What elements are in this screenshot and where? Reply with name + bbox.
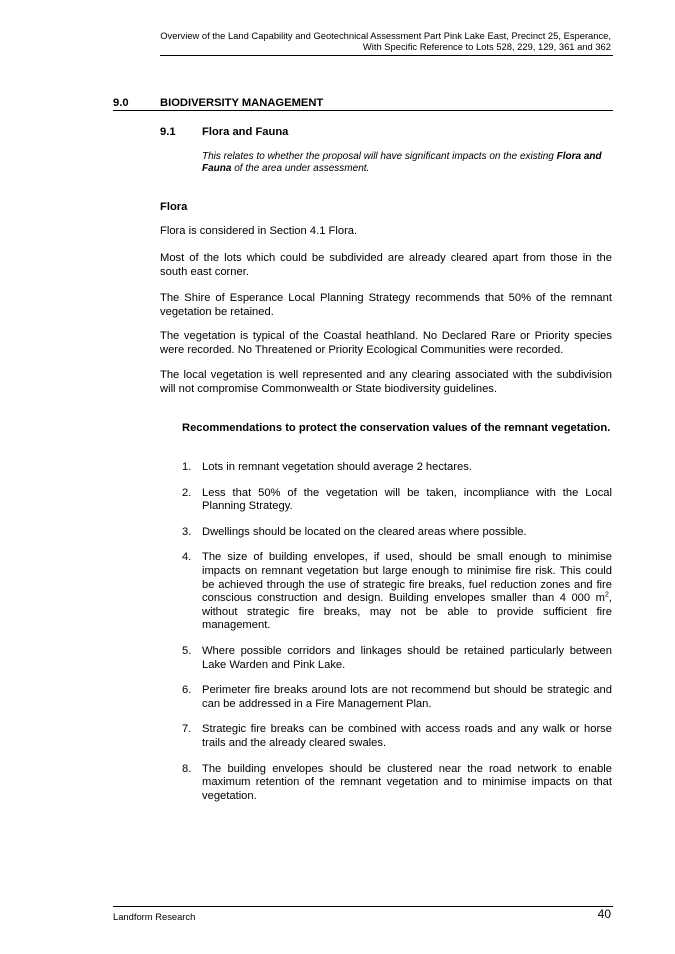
list-item-text: Dwellings should be located on the cleared areas where possible. [202,525,527,538]
subsection-title: Flora and Fauna [202,126,289,138]
header-rule [160,55,613,56]
list-item-text: Lots in remnant vegetation should average 2 hectares. [202,461,472,473]
recommendations-heading: Recommendations to protect the conservation values of the remnant vegetation. [182,422,611,434]
list-item [182,551,612,633]
list-item-number: 7. [182,723,192,736]
flora-paragraph: Most of the lots which could be subdivided are already cleared apart from those in the south east corner. [160,252,612,278]
list-item [182,487,612,514]
list-item-number: 8. [182,762,192,775]
subsection-intro [202,151,612,175]
intro-text-start: This relates to whether the proposal will have significant impacts on the existing [202,151,557,162]
flora-paragraph: Flora is considered in Section 4.1 Flora. [160,225,358,237]
page-number: 40 [597,907,611,921]
list-item-number: 2. [182,486,192,499]
list-item-text: The size of building envelopes, if used, should be small enough to minimise impacts on remnant vegetation but large enough to minimise fire risk. This could be achieved through the use of strategic fire breaks, fuel reduction zones and fire conscious construction and design. Building envelopes smaller than 4 000 m [202,551,612,605]
list-item [182,461,612,475]
list-item [182,763,612,804]
running-header [160,30,611,53]
superscript-2: 2 [604,591,609,599]
flora-heading: Flora [160,201,188,213]
list-item-number: 5. [182,644,192,657]
list-item-number: 6. [182,684,192,697]
header-line-2: With Specific Reference to Lots 528, 229, 129, 361 and 362 [362,41,611,53]
list-item [182,723,612,750]
header-line-1: Overview of the Land Capability and Geotechnical Assessment Part Pink Lake East, Precinct 25, Esperance, [160,30,611,41]
footer-rule [113,906,613,907]
list-item-text: Strategic fire breaks can be combined with access roads and any walk or horse trails and the already cleared swales. [202,723,612,749]
list-item-text: Where possible corridors and linkages should be retained particularly between Lake Warden and Pink Lake. [202,644,612,671]
list-item-number: 4. [182,551,192,564]
recommendations-list [182,461,612,815]
list-item-text: The building envelopes should be clustered near the road network to enable maximum retention of the remnant vegetation and to minimise impacts on that vegetation. [202,762,612,802]
section-number: 9.0 [113,97,129,109]
intro-text-bold: Flora and Fauna [202,151,602,175]
list-item-number: 1. [182,461,192,473]
list-item-number: 3. [182,525,192,538]
subsection-number: 9.1 [160,126,176,138]
section-title: BIODIVERSITY MANAGEMENT [160,97,324,109]
list-item [182,645,612,672]
flora-paragraph: The Shire of Esperance Local Planning Strategy recommends that 50% of the remnant vegetation be retained. [160,292,612,318]
list-item-text: Perimeter fire breaks around lots are not recommend but should be strategic and can be addressed in a Fire Management Plan. [202,684,612,710]
intro-text-end: of the area under assessment. [231,163,370,175]
footer-organization: Landform Research [113,911,196,922]
flora-paragraph: The local vegetation is well represented and any clearing associated with the subdivision will not compromise Commonwealth or State biodiversity guidelines. [160,369,612,395]
list-item [182,684,612,711]
list-item [182,526,612,540]
section-rule [113,110,613,111]
flora-paragraph: The vegetation is typical of the Coastal heathland. No Declared Rare or Priority species were recorded. No Threatened or Priority Ecological Communities were recorded. [160,330,612,356]
list-item-text-end: , without strategic fire breaks, may not be able to provide sufficient fire management. [202,592,612,632]
list-item-text: Less that 50% of the vegetation will be taken, incompliance with the Local Planning Strategy. [202,486,612,513]
